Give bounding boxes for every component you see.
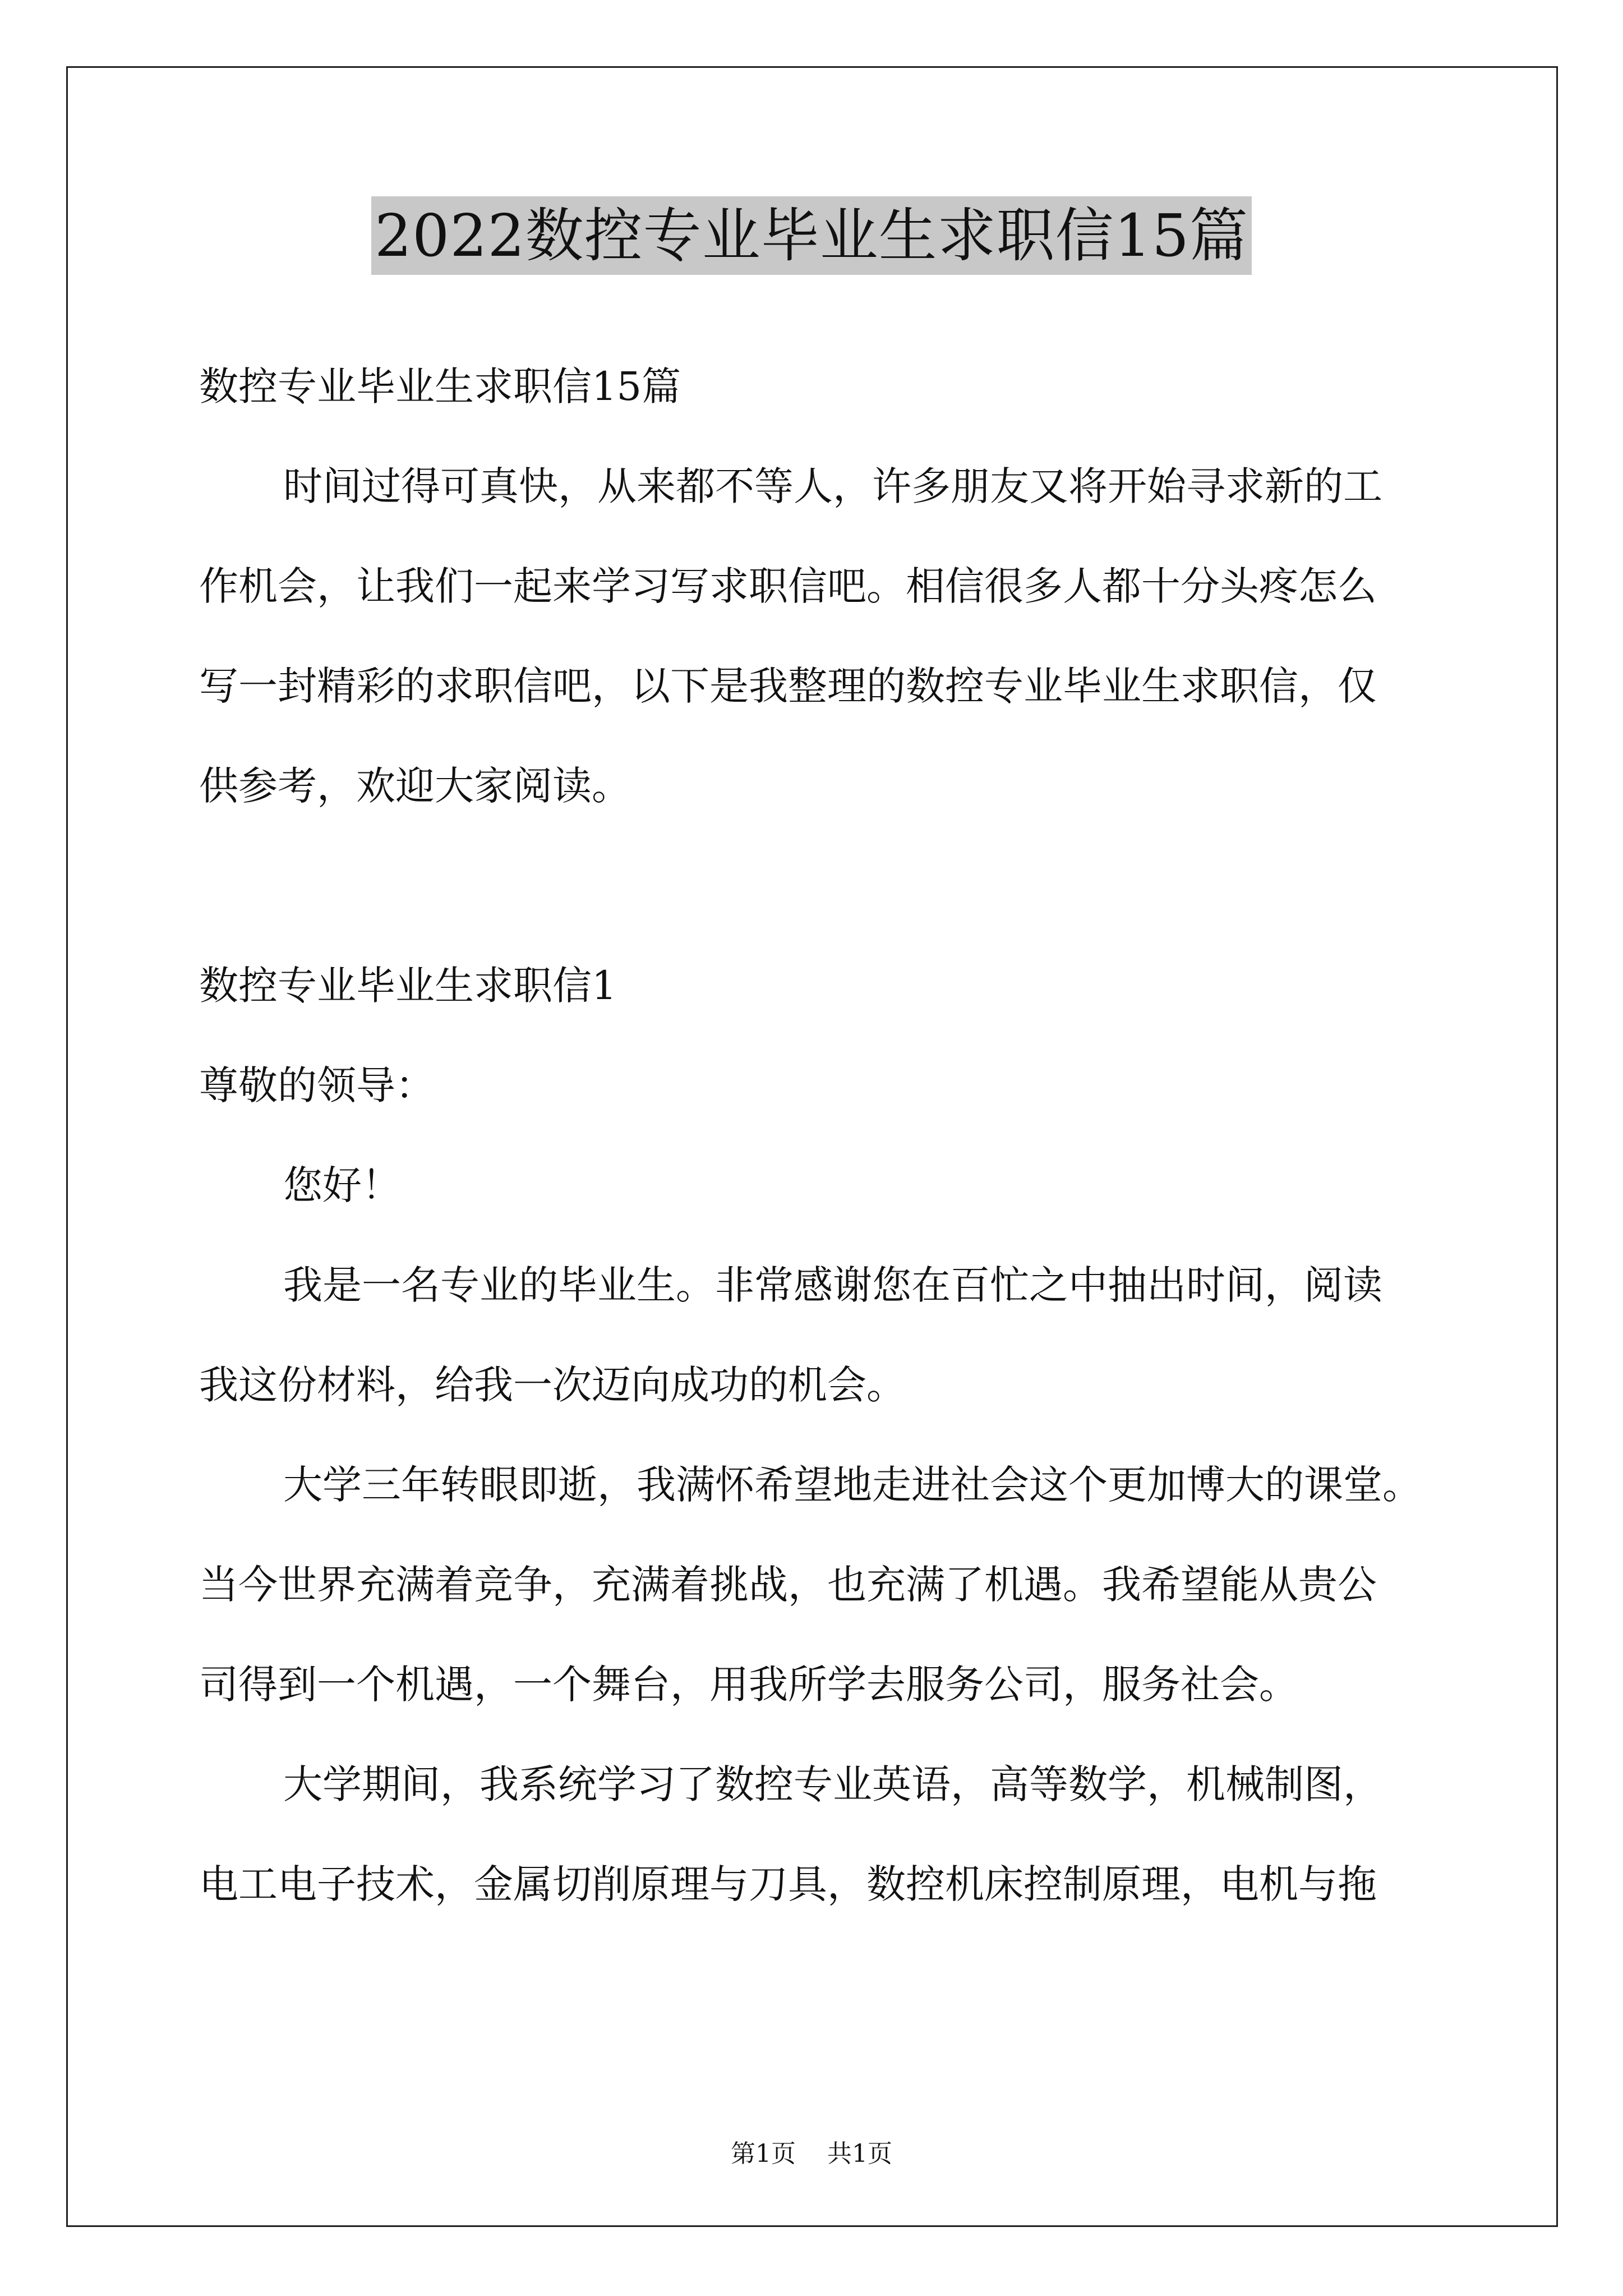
letter-line-4: 当今世界充满着竞争，充满着挑战，也充满了机遇。我希望能从贵公 (199, 1562, 1377, 1608)
page-number: 第1页 (731, 2139, 796, 2168)
letter-salutation: 尊敬的领导： (199, 1062, 435, 1108)
letter-line-6: 大学期间，我系统学习了数控专业英语，高等数学，机械制图， (283, 1761, 1382, 1807)
letter-line-2: 我这份材料，给我一次迈向成功的机会。 (199, 1362, 906, 1408)
letter-heading: 数控专业毕业生求职信1 (199, 963, 617, 1009)
letter-line-3: 大学三年转眼即逝，我满怀希望地走进社会这个更加博大的课堂。 (283, 1462, 1422, 1508)
intro-line-4: 供参考，欢迎大家阅读。 (199, 763, 631, 809)
document-body (199, 337, 1433, 1934)
intro-line-3: 写一封精彩的求职信吧，以下是我整理的数控专业毕业生求职信，仅 (199, 663, 1377, 709)
title-container (0, 196, 1623, 275)
letter-line-7: 电工电子技术，金属切削原理与刀具，数控机床控制原理，电机与拖 (199, 1861, 1377, 1907)
letter-line-5: 司得到一个机遇，一个舞台，用我所学去服务公司，服务社会。 (199, 1662, 1298, 1708)
intro-line-1: 时间过得可真快，从来都不等人，许多朋友又将开始寻求新的工 (283, 463, 1382, 509)
letter-line-1: 我是一名专业的毕业生。非常感谢您在百忙之中抽出时间，阅读 (283, 1262, 1382, 1308)
letter-greeting: 您好！ (283, 1162, 401, 1208)
subtitle: 数控专业毕业生求职信15篇 (199, 364, 681, 409)
page-total: 共1页 (827, 2139, 892, 2168)
document-title: 2022数控专业毕业生求职信15篇 (371, 196, 1252, 275)
intro-line-2: 作机会，让我们一起来学习写求职信吧。相信很多人都十分头疼怎么 (199, 563, 1377, 609)
page-footer (0, 2137, 1623, 2171)
